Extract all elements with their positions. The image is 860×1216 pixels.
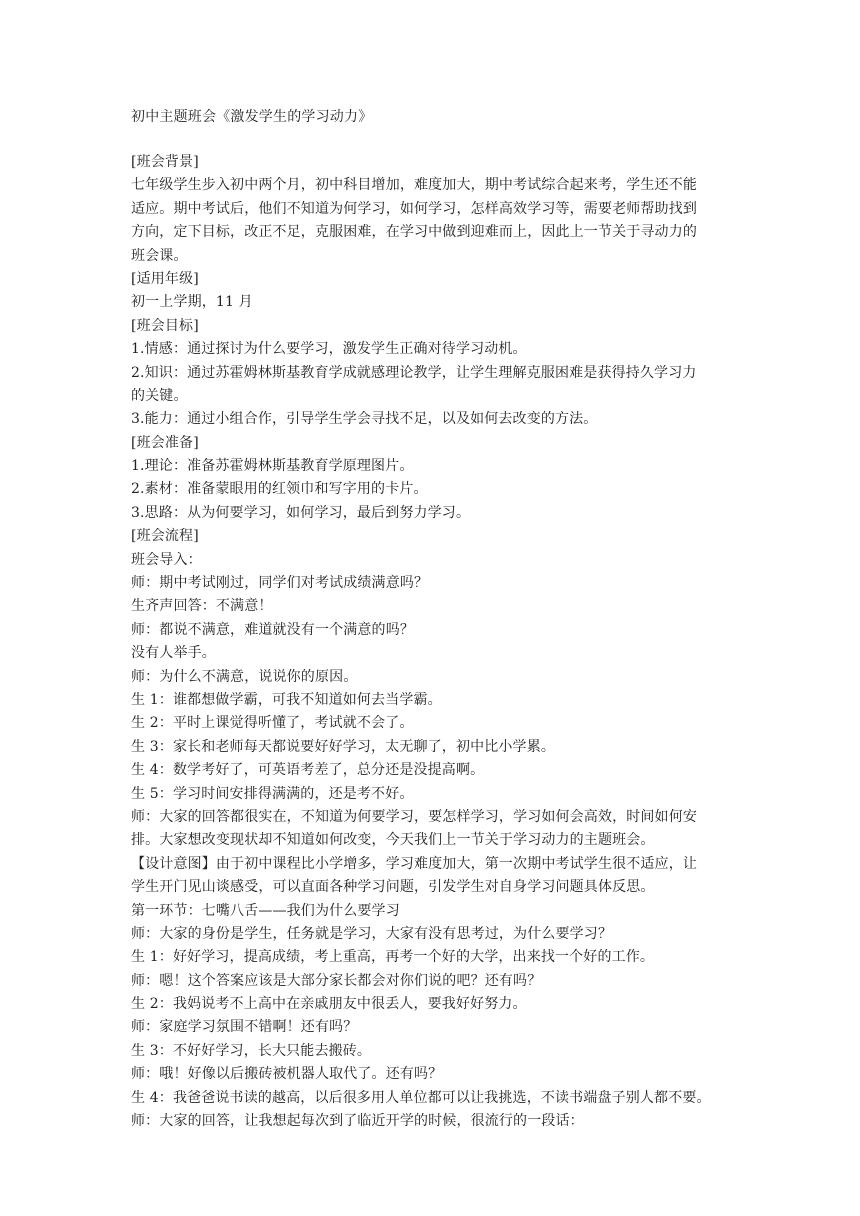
text-line: 生 4：我爸爸说书读的越高，以后很多用人单位都可以让我挑选，不读书端盘子别人都不要。 — [131, 1089, 711, 1106]
text-line: [班会流程] — [131, 528, 199, 545]
text-line: 2.素材：准备蒙眼用的红领巾和写字用的卡片。 — [131, 481, 428, 498]
text-line: 七年级学生步入初中两个月，初中科目增加，难度加大，期中考试综合起来考，学生还不能 — [131, 177, 697, 194]
text-line: 生 5：学习时间安排得满满的，还是考不好。 — [131, 785, 414, 802]
text-line: 师：期中考试刚过，同学们对考试成绩满意吗？ — [131, 575, 429, 592]
text-line: 师：家庭学习氛围不错啊！还有吗？ — [131, 1019, 358, 1036]
text-line: 生 3：不好好学习，长大只能去搬砖。 — [131, 1042, 372, 1059]
text-line: 没有人举手。 — [131, 645, 216, 662]
text-line: 排。大家想改变现状却不知道如何改变，今天我们上一节关于学习动力的主题班会。 — [131, 832, 655, 849]
text-line: 1.理论：准备苏霍姆林斯基教育学原理图片。 — [131, 458, 414, 475]
text-line: 生齐声回答：不满意！ — [131, 598, 273, 615]
text-line: 生 2：平时上课觉得听懂了，考试就不会了。 — [131, 715, 414, 732]
text-line: [适用年级] — [131, 270, 199, 287]
text-line: 生 3：家长和老师每天都说要好好学习，太无聊了，初中比小学累。 — [131, 738, 556, 755]
text-line: [班会背景] — [131, 154, 199, 170]
text-line: 生 1：好好学习，提高成绩，考上重高，再考一个好的大学，出来找一个好的工作。 — [131, 949, 655, 966]
text-line: 生 2：我妈说考不上高中在亲戚朋友中很丢人，要我好好努力。 — [131, 996, 527, 1013]
text-line: 师：大家的回答都很实在，不知道为何要学习，要怎样学习，学习如何会高效，时间如何安 — [131, 808, 697, 825]
document-title: 初中主题班会《激发学生的学习动力》 — [131, 109, 373, 125]
text-line: 师：哦！好像以后搬砖被机器人取代了。还有吗？ — [131, 1066, 443, 1083]
text-line: 师：都说不满意，难道就没有一个满意的吗？ — [131, 621, 414, 638]
text-line: 师：大家的回答，让我想起每次到了临近开学的时候，很流行的一段话： — [131, 1113, 584, 1130]
text-line: 2.知识：通过苏霍姆林斯基教育学成就感理论教学，让学生理解克服困难是获得持久学习力 — [131, 364, 697, 381]
text-line: 生 4：数学考好了，可英语考差了，总分还是没提高啊。 — [131, 762, 485, 779]
text-line: 第一环节：七嘴八舌——我们为什么要学习 — [131, 902, 400, 919]
text-line: 【设计意图】由于初中课程比小学增多，学习难度加大，第一次期中考试学生很不适应，让 — [131, 855, 697, 872]
text-line: 班会导入： — [131, 551, 202, 568]
text-line: 学生开门见山谈感受，可以直面各种学习问题，引发学生对自身学习问题具体反思。 — [131, 879, 655, 896]
text-line: [班会准备] — [131, 434, 199, 451]
document-body — [131, 151, 741, 1133]
text-line: 3.能力：通过小组合作，引导学生学会寻找不足，以及如何去改变的方法。 — [131, 411, 598, 428]
text-line: 3.思路：从为何要学习，如何学习，最后到努力学习。 — [131, 504, 471, 521]
text-line: 师：为什么不满意，说说你的原因。 — [131, 668, 358, 685]
text-line: 生 1：谁都想做学霸，可我不知道如何去当学霸。 — [131, 691, 442, 708]
text-line: 适应。期中考试后，他们不知道为何学习，如何学习，怎样高效学习等，需要老师帮助找到 — [131, 200, 697, 217]
text-line: 师：嗯！这个答案应该是大部分家长都会对你们说的吧？还有吗？ — [131, 972, 542, 989]
text-line: 初一上学期，11 月 — [131, 294, 253, 311]
text-line: 师：大家的身份是学生，任务就是学习，大家有没有思考过，为什么要学习？ — [131, 925, 613, 942]
text-line: 1.情感：通过探讨为什么要学习，激发学生正确对待学习动机。 — [131, 341, 527, 358]
text-line: 的关键。 — [131, 387, 188, 404]
text-line: 方向，定下目标，改正不足，克服困难，在学习中做到迎难而上，因此上一节关于寻动力的 — [131, 224, 697, 241]
text-line: [班会目标] — [131, 317, 199, 334]
text-line: 班会课。 — [131, 247, 188, 264]
